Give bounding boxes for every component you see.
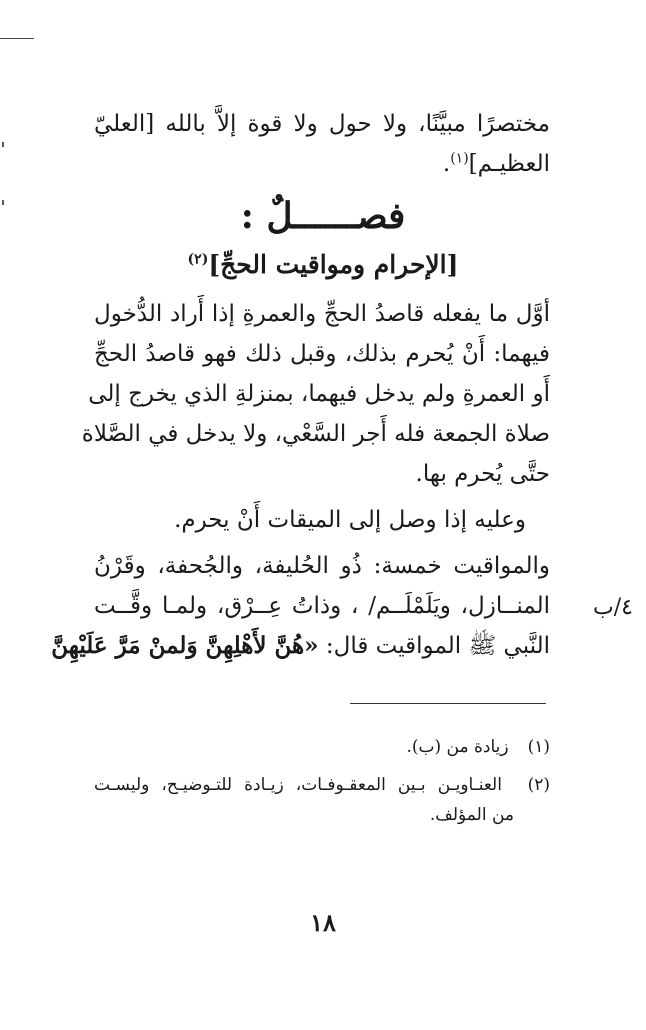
- miqat-line: وعليه إذا وصل إلى الميقات أَنْ يحرم.: [174, 507, 526, 533]
- footnote-1-number: (١): [527, 737, 550, 757]
- intro-line-2-end: .: [442, 151, 451, 177]
- manuscript-folio-marker: ٤/ب: [593, 595, 633, 620]
- footnote-1-text: زيادة من (ب).: [406, 737, 509, 757]
- section-heading-fasl: فصــــــلٌ :: [240, 195, 406, 237]
- section-subheading: [0, 245, 646, 285]
- footnote-2-line-2: من المؤلف.: [429, 805, 514, 825]
- hadith-quote: «هُنَّ لأَهْلِهِنَّ وَلمنْ مَرَّ عَلَيْهِنَّ: [51, 632, 319, 659]
- ihram-line-3: أَو العمرةِ ولم يدخل فيهما، بمنزلةِ الذي يخرج إلى: [88, 381, 550, 407]
- scan-edge-line: [0, 38, 34, 39]
- footnote-ref-1[interactable]: (١): [450, 150, 469, 167]
- footnote-separator: [350, 703, 546, 704]
- mawaqit-line-3-text: النَّبي ﷺ المواقيت قال:: [318, 633, 550, 659]
- intro-line-1: مختصرًا مبيَّنًا، ولا حول ولا قوة إلاَّ بالله [العليّ: [94, 111, 550, 137]
- ihram-line-1: أوَّل ما يفعله قاصدُ الحجِّ والعمرةِ إذا أَراد الدُّخول: [94, 301, 550, 327]
- intro-line-2-text: العظيـم]: [468, 151, 550, 177]
- mawaqit-line-2: المنــازل، ويَلَمْلَــم/ ، وذاتُ عِــرْق، ولمـا وقَّــت: [94, 593, 550, 619]
- subheading-text: [الإحرام ومواقيت الحجِّ]: [208, 250, 459, 279]
- footnote-1: [94, 732, 550, 762]
- footnote-2-number: (٢): [527, 775, 550, 795]
- scan-edge-mark: [2, 142, 4, 147]
- footnote-2-line-1: [94, 770, 550, 800]
- page-number: ١٨: [310, 908, 336, 937]
- ihram-line-2: فيهما: أَنْ يُحرم بذلك، وقبل ذلك فهو قاصدُ الحجِّ: [94, 341, 550, 367]
- mawaqit-line-3: [51, 626, 550, 666]
- footnote-ref-2[interactable]: (٢): [187, 251, 209, 268]
- footnote-2-text-1: العنـاويـن بـين المعقـوفـات، زيـادة للتـوضيـح، وليسـت: [94, 775, 502, 795]
- intro-line-2: [94, 144, 550, 184]
- mawaqit-line-1: والمواقيت خمسة: ذُو الحُليفة، والجُحفة، وقَرْنُ: [94, 553, 550, 579]
- ihram-line-5: حتَّى يُحرم بها.: [415, 461, 550, 487]
- ihram-line-4: صلاة الجمعة فله أَجر السَّعْي، ولا يدخل في الصَّلاة: [81, 421, 550, 447]
